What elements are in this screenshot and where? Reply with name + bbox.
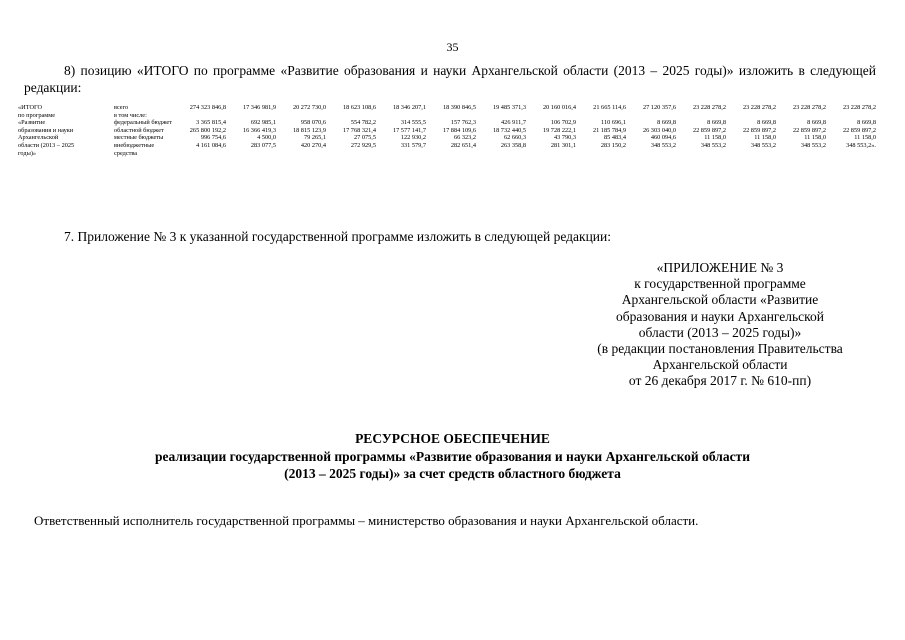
table-cell: 79 265,1 (303, 134, 326, 142)
table-cell: 157 762,3 (450, 119, 476, 127)
table-cell (478, 112, 528, 120)
table-cell: 17 768 321,4 (342, 126, 376, 134)
table-cell: 331 579,7 (400, 141, 426, 149)
table-cell: 348 553,2 (650, 141, 676, 149)
table-cell (378, 112, 428, 120)
program-label-line: по программе (18, 111, 56, 119)
table-cell: 106 702,9 (550, 119, 576, 127)
table-cell (278, 112, 328, 120)
table-cell: 348 553,2 (700, 141, 726, 149)
table-cell: 19 485 371,3 (492, 104, 526, 111)
table-cell: 18 815 123,9 (292, 126, 326, 134)
table-cell: 23 228 278,2 (692, 104, 726, 111)
table-cell: 23 228 278,2 (792, 104, 826, 111)
table-cell: 348 553,2». (846, 141, 876, 149)
appendix-line: Архангельской области «Развитие (621, 292, 819, 308)
appendix-line: Архангельской области (652, 357, 788, 373)
appendix-line: от 26 декабря 2017 г. № 610-пп) (628, 373, 812, 389)
table-row (18, 127, 878, 135)
table-cell: 20 272 730,0 (292, 104, 326, 111)
table-cell (828, 112, 878, 120)
table-cell: 281 301,1 (550, 141, 576, 149)
table-cell: 8 669,8 (757, 119, 776, 127)
table-cell: 282 651,4 (450, 141, 476, 149)
table-row (18, 134, 878, 142)
table-cell: 8 669,8 (807, 119, 826, 127)
table-cell (678, 112, 728, 120)
table-cell: 122 930,2 (400, 134, 426, 142)
section-heading-title: РЕСУРСНОЕ ОБЕСПЕЧЕНИЕ (355, 431, 550, 446)
appendix-line: образования и науки Архангельской (616, 308, 824, 324)
section-heading-subtitle: реализации государственной программы «Развитие образования и науки Архангельской области (155, 449, 750, 464)
table-cell: 272 929,5 (350, 141, 376, 149)
table-cell: 692 985,1 (250, 119, 276, 127)
table-cell: 958 070,6 (300, 119, 326, 127)
table-row (18, 112, 878, 120)
table-cell: 11 158,0 (854, 134, 876, 142)
table-cell: 22 859 897,2 (742, 126, 776, 134)
table-cell: 17 884 109,6 (442, 126, 476, 134)
table-cell (778, 112, 828, 120)
table-cell: 265 800 192,2 (189, 126, 226, 134)
table-cell: 283 077,5 (250, 141, 276, 149)
responsible-executor: Ответственный исполнитель государственной программы – министерство образования и науки Архангельской области. (34, 513, 699, 528)
table-cell: 554 782,2 (350, 119, 376, 127)
table-cell: 43 790,3 (553, 134, 576, 142)
table-cell: 263 358,8 (500, 141, 526, 149)
table-cell: 23 228 278,2 (842, 104, 876, 111)
table-cell: 283 150,2 (600, 141, 626, 149)
appendix-line: (в редакции постановления Правительства (597, 341, 843, 357)
table-cell: 18 346 207,1 (392, 104, 426, 111)
table-cell: 11 158,0 (704, 134, 726, 142)
table-cell (174, 112, 228, 120)
table-cell (328, 112, 378, 120)
table-cell: 18 623 108,6 (342, 104, 376, 111)
table-cell (528, 112, 578, 120)
table-cell (728, 112, 778, 120)
table-cell: 19 728 222,1 (542, 126, 576, 134)
table-cell: 4 161 084,6 (196, 141, 226, 149)
table-cell: 996 754,6 (200, 134, 226, 142)
table-cell: 8 669,8 (857, 119, 876, 127)
table-cell: 62 660,3 (503, 134, 526, 142)
funding-source: всего (114, 104, 129, 111)
paragraph-8: 8) позицию «ИТОГО по программе «Развитие образования и науки Архангельской области (2013 – 2025 годы)» изложить в следующей редакции: (24, 63, 876, 95)
table-cell: 3 365 815,4 (196, 119, 226, 127)
table-cell: 22 859 897,2 (792, 126, 826, 134)
appendix-line: «ПРИЛОЖЕНИЕ № 3 (656, 260, 784, 275)
table-cell: 8 669,8 (707, 119, 726, 127)
table-cell: 420 270,4 (300, 141, 326, 149)
itogo-table (18, 104, 878, 157)
appendix-header (560, 260, 880, 390)
paragraph-7: 7. Приложение № 3 к указанной государственной программе изложить в следующей редакции: (64, 229, 611, 244)
table-cell: 11 158,0 (754, 134, 776, 142)
table-cell (228, 112, 278, 120)
section-heading-subtitle-2: (2013 – 2025 годы)» за счет средств областного бюджета (284, 466, 621, 481)
funding-source: федеральный бюджет (114, 119, 172, 127)
table-cell: 17 577 141,7 (392, 126, 426, 134)
table-row (18, 104, 878, 112)
table-cell: 85 483,4 (603, 134, 626, 142)
table-cell: 21 665 114,6 (593, 104, 626, 111)
table-cell: 17 346 981,9 (242, 104, 276, 111)
table-cell: 110 696,1 (601, 119, 626, 127)
program-label-line: «ИТОГО (18, 104, 43, 111)
program-label-line: годы)» (18, 149, 37, 157)
table-cell: 20 160 016,4 (542, 104, 576, 111)
appendix-line: области (2013 – 2025 годы)» (638, 324, 802, 340)
program-label-line: области (2013 – 2025 (18, 141, 75, 149)
table-cell: 27 120 357,6 (642, 104, 676, 111)
table-cell: 27 075,5 (353, 134, 376, 142)
table-cell: 22 859 897,2 (842, 126, 876, 134)
table-cell: 460 094,6 (650, 134, 676, 142)
table-cell: 66 323,2 (453, 134, 476, 142)
table-row (18, 119, 878, 127)
page-number: 35 (446, 40, 459, 54)
table-cell: 26 303 040,0 (642, 126, 676, 134)
table-cell: 348 553,2 (750, 141, 776, 149)
table-cell: 18 732 440,5 (492, 126, 526, 134)
table-cell: 16 366 419,3 (242, 126, 276, 134)
table-cell: 21 185 784,9 (592, 126, 626, 134)
table-cell: 314 555,5 (400, 119, 426, 127)
table-cell: 8 669,8 (657, 119, 676, 127)
table-cell: 4 500,0 (257, 134, 276, 142)
program-label-line: «Развитие (18, 119, 46, 127)
funding-source: местные бюджеты (114, 134, 164, 142)
table-cell: 11 158,0 (804, 134, 826, 142)
appendix-line: к государственной программе (634, 276, 806, 292)
table-cell (428, 112, 478, 120)
program-label (18, 104, 114, 157)
table-cell: 22 859 897,2 (692, 126, 726, 134)
table-row (18, 142, 878, 157)
table-cell: 348 553,2 (800, 141, 826, 149)
table-cell: 426 911,7 (501, 119, 526, 127)
table-cell (628, 112, 678, 120)
program-label-line: образования и науки (18, 126, 74, 134)
funding-source: внебюджетные средства (114, 141, 155, 157)
table-cell (578, 112, 628, 120)
table-cell: 23 228 278,2 (742, 104, 776, 111)
table-cell: 18 390 846,5 (442, 104, 476, 111)
table-cell: 274 323 846,8 (189, 104, 226, 111)
funding-source: в том числе: (114, 111, 147, 119)
program-label-line: Архангельской (18, 134, 59, 142)
funding-source: областной бюджет (114, 126, 164, 134)
